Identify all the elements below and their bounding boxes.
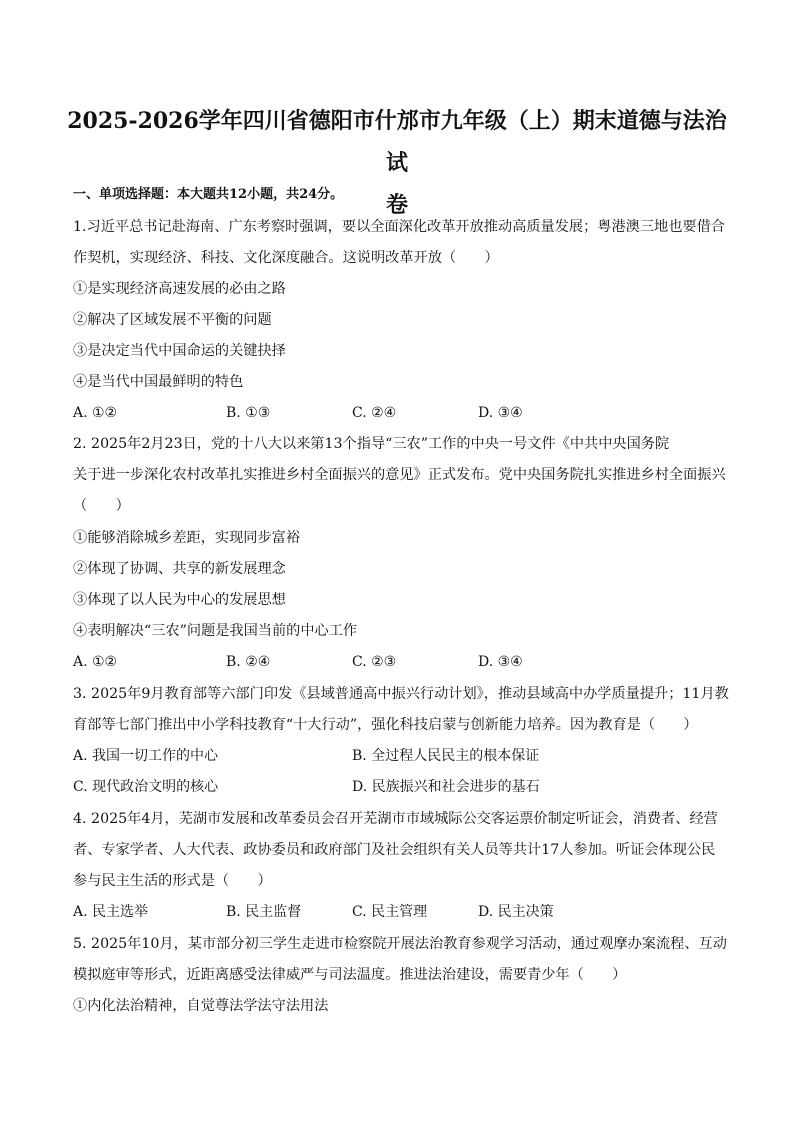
q5-line-1: 5. 2025年10月，某市部分初三学生走进市检察院开展法治教育参观学习活动，通过观摩办案流程、互动 (73, 936, 727, 952)
q3-option-b[interactable]: B. 全过程人民民主的根本保证 (352, 748, 540, 764)
q3-option-a[interactable]: A. 我国一切工作的中心 (73, 748, 219, 764)
q2-statement-1: ①能够消除城乡差距，实现同步富裕 (73, 530, 301, 546)
q2-statement-2: ②体现了协调、共享的新发展理念 (73, 561, 286, 577)
q4-line-1: 4. 2025年4月，芜湖市发展和改革委员会召开芜湖市市域城际公交客运票价制定听证会，消费者、经营 (73, 811, 718, 827)
q1-option-b[interactable]: B. ①③ (226, 405, 271, 421)
q2-line-3: （ ） (73, 498, 130, 514)
q1-option-c[interactable]: C. ②④ (352, 405, 397, 421)
q1-statement-1: ①是实现经济高速发展的必由之路 (73, 281, 286, 297)
q2-line-2: 关于进一步深化农村改革扎实推进乡村全面振兴的意见》正式发布。党中央国务院扎实推进乡村全面振兴 (73, 467, 726, 483)
q2-option-b[interactable]: B. ②④ (226, 654, 271, 670)
q4-option-b[interactable]: B. 民主监督 (226, 904, 302, 920)
title-line-2: 卷 (385, 192, 408, 218)
q1-statement-3: ③是决定当代中国命运的关键抉择 (73, 343, 286, 359)
q1-line-1: 1.习近平总书记赴海南、广东考察时强调，要以全面深化改革开放推动高质量发展；粤港澳三地也要借合 (73, 219, 725, 235)
exam-title (60, 100, 734, 226)
q1-line-2: 作契机，实现经济、科技、文化深度融合。这说明改革开放（ ） (73, 250, 499, 266)
q5-statement-1: ①内化法治精神，自觉尊法学法守法用法 (73, 998, 329, 1014)
section-heading: 一、单项选择题：本大题共12小题，共24分。 (73, 187, 344, 202)
q1-statement-4: ④是当代中国最鲜明的特色 (73, 374, 244, 390)
q1-option-d[interactable]: D. ③④ (478, 405, 523, 421)
q2-line-1: 2. 2025年2月23日，党的十八大以来第13个指导“三农”工作的中央一号文件《中共中央国务院 (73, 436, 670, 452)
q2-statement-3: ③体现了以人民为中心的发展思想 (73, 592, 286, 608)
q2-option-a[interactable]: A. ①② (73, 654, 118, 670)
title-line-1: 2025-2026学年四川省德阳市什邡市九年级（上）期末道德与法治试 (67, 108, 727, 176)
q4-option-a[interactable]: A. 民主选举 (73, 904, 149, 920)
q2-option-d[interactable]: D. ③④ (478, 654, 523, 670)
q2-statement-4: ④表明解决“三农”问题是我国当前的中心工作 (73, 623, 358, 639)
q3-line-1: 3. 2025年9月教育部等六部门印发《县域普通高中振兴行动计划》，推动县域高中办学质量提升；11月教 (73, 686, 729, 702)
q4-option-d[interactable]: D. 民主决策 (478, 904, 554, 920)
q1-option-a[interactable]: A. ①② (73, 405, 118, 421)
q3-option-d[interactable]: D. 民族振兴和社会进步的基石 (352, 779, 540, 795)
q4-line-3: 参与民主生活的形式是（ ） (73, 873, 272, 889)
q4-option-c[interactable]: C. 民主管理 (352, 904, 428, 920)
q2-option-c[interactable]: C. ②③ (352, 654, 397, 670)
q4-line-2: 者、专家学者、人大代表、政协委员和政府部门及社会组织有关人员等共计17人参加。听证会体现公民 (73, 842, 716, 858)
q1-statement-2: ②解决了区域发展不平衡的问题 (73, 312, 272, 328)
q3-option-c[interactable]: C. 现代政治文明的核心 (73, 779, 219, 795)
q5-line-2: 模拟庭审等形式，近距离感受法律威严与司法温度。推进法治建设，需要青少年（ ） (73, 967, 627, 983)
q3-line-2: 育部等七部门推出中小学科技教育“十大行动”，强化科技启蒙与创新能力培养。因为教育是（ ） (73, 717, 698, 733)
